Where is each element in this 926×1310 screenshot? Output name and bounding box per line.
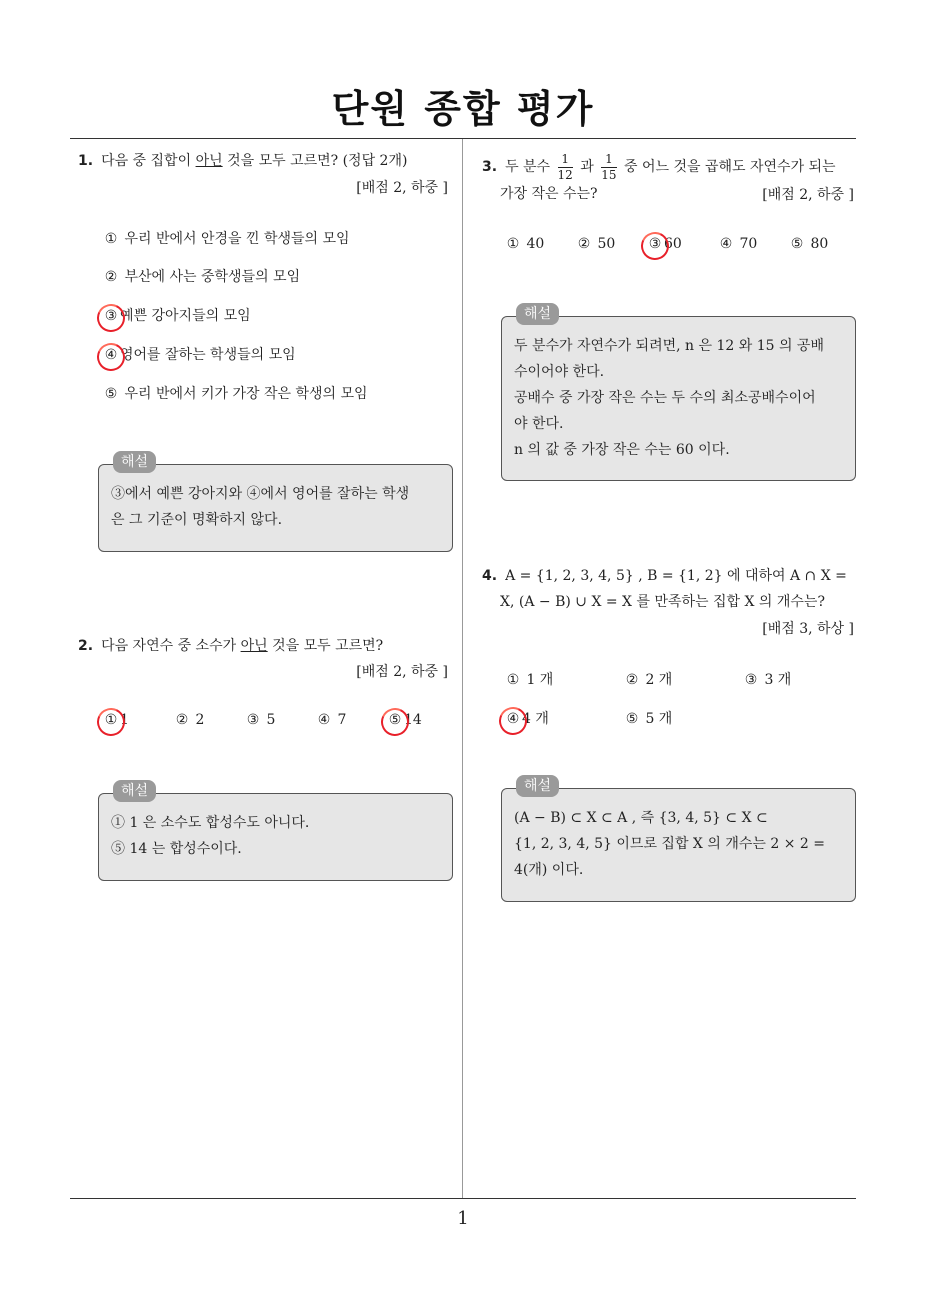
q4-number: 4. [482,568,498,584]
page-title: 단원 종합 평가 [331,87,595,131]
q2-option-2[interactable]: ② 2 [175,712,205,728]
q2-prompt: 2. 다음 자연수 중 소수가 아닌 것을 모두 고르면? [78,638,384,654]
q1-number: 1. [78,153,94,169]
q3-number: 3. [482,159,498,175]
q4-option-3[interactable]: ③ 3 개 [744,672,792,688]
q2-option-3[interactable]: ③ 5 [246,712,276,728]
q1-explanation-box: 해설 ③에서 예쁜 강아지와 ④에서 영어를 잘하는 학생 은 그 기준이 명확하지 않다. [98,464,453,552]
explanation-tag: 해설 [516,775,559,797]
q2-option-5[interactable]: ⑤ 14 [386,712,422,728]
answer-circle-mark: ④ [504,711,522,727]
explanation-tag: 해설 [113,780,156,802]
explanation-tag: 해설 [516,303,559,325]
fraction-1-15: $\frac{1}{15}$ [601,151,617,182]
q1-prompt: 1. 다음 중 집합이 아닌 것을 모두 고르면? (정답 2개) [78,153,408,169]
q3-explanation-box: 해설 두 분수가 자연수가 되려면, n 은 12 와 15 의 공배 수이어야 한다. 공배수 중 가장 작은 수는 두 수의 최소공배수이어 야 한다. n 의 값 중 가장 작은 수는 60 이다. [501,316,856,481]
q3-option-5[interactable]: ⑤ 80 [790,236,829,252]
q4-prompt: 4. A = {1, 2, 3, 4, 5} , B = {1, 2} 에 대하여 A ∩ X = [482,568,847,584]
q3-prompt-line2: 가장 작은 수는? [500,186,598,202]
q4-option-4[interactable]: ④ 4 개 [504,708,549,728]
q4-option-2[interactable]: ② 2 개 [625,672,673,688]
column-divider [462,139,463,1199]
answer-circle-mark: ⑤ [386,712,404,728]
q1-meta: [배점 2, 하중 ] [356,180,448,196]
q3-prompt: 3. 두 분수 $\frac{1}{12}$ 과 $\frac{1}{15}$ 중 어느 것을 곱해도 자연수가 되는 [482,151,836,182]
q2-underlined: 아닌 [240,638,268,654]
q1-underlined: 아닌 [195,153,223,169]
q2-explanation-box: 해설 ① 1 은 소수도 합성수도 아니다. ⑤ 14 는 합성수이다. [98,793,453,881]
q4-explanation-box: 해설 (A − B) ⊂ X ⊂ A , 즉 {3, 4, 5} ⊂ X ⊂ {1, 2, 3, 4, 5} 이므로 집합 X 의 개수는 2 × 2 = 4(개) 이다. [501,788,856,902]
q1-option-3[interactable]: ③ 예쁜 강아지들의 모임 [102,305,251,325]
q3-option-3[interactable]: ③ 60 [646,236,682,252]
explanation-tag: 해설 [113,451,156,473]
answer-circle-mark: ④ [102,347,120,363]
q4-option-5[interactable]: ⑤ 5 개 [625,711,673,727]
q4-prompt-line2: X, (A − B) ∪ X = X 를 만족하는 집합 X 의 개수는? [500,594,825,610]
q2-meta: [배점 2, 하중 ] [356,664,448,680]
answer-circle-mark: ③ [646,236,664,252]
q4-option-1[interactable]: ① 1 개 [506,672,554,688]
q2-number: 2. [78,638,94,654]
q1-option-2[interactable]: ② 부산에 사는 중학생들의 모임 [104,269,301,285]
q3-option-2[interactable]: ② 50 [577,236,616,252]
q3-option-4[interactable]: ④ 70 [719,236,758,252]
top-rule [70,138,856,139]
q1-option-1[interactable]: ① 우리 반에서 안경을 낀 학생들의 모임 [104,231,350,247]
fraction-1-12: $\frac{1}{12}$ [557,151,573,182]
q2-option-4[interactable]: ④ 7 [317,712,347,728]
answer-circle-mark: ① [102,712,120,728]
q4-meta: [배점 3, 하상 ] [762,621,854,637]
q3-option-1[interactable]: ① 40 [506,236,545,252]
q1-option-5[interactable]: ⑤ 우리 반에서 키가 가장 작은 학생의 모임 [104,386,368,402]
answer-circle-mark: ③ [102,308,120,324]
q2-option-1[interactable]: ① 1 [102,712,129,728]
q1-option-4[interactable]: ④ 영어를 잘하는 학생들의 모임 [102,344,296,364]
bottom-rule [70,1198,856,1199]
q3-meta: [배점 2, 하중 ] [762,187,854,203]
page-number: 1 [457,1208,469,1229]
